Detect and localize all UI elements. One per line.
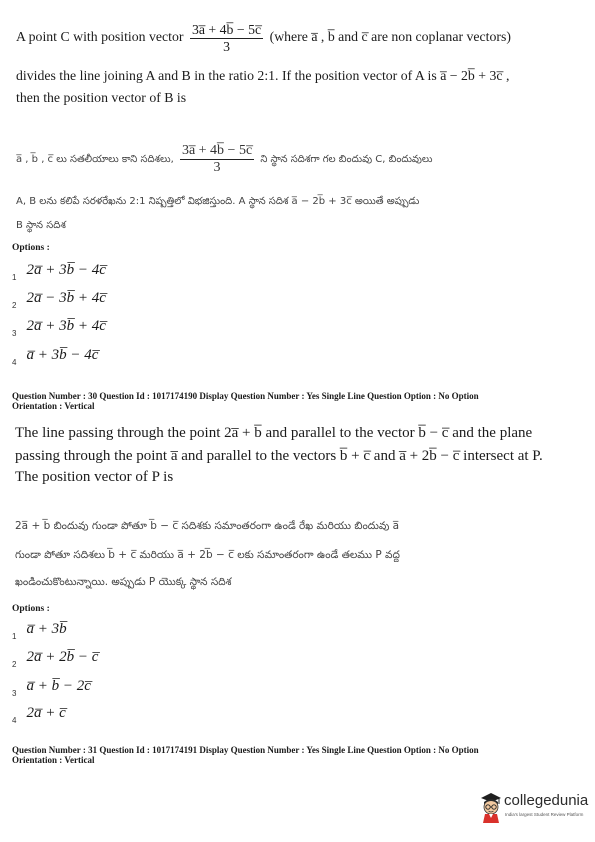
- q29-options-title: Options :: [12, 243, 50, 253]
- q31-meta: [12, 745, 479, 765]
- q30-body: [15, 423, 543, 488]
- option-text: 2a̅ + 3b̅ + 4c̅: [26, 318, 106, 334]
- q29-line1: [16, 22, 511, 54]
- option-text: a̅ + 3b̅: [26, 621, 67, 637]
- q29-option-2[interactable]: [12, 289, 106, 310]
- q31-meta-line1: Question Number : 31 Question Id : 1017174191 Display Question Number : Yes Single Line Question Option : No Option: [12, 745, 479, 755]
- q30-option-2[interactable]: [12, 648, 99, 669]
- option-text: a̅ + b̅ − 2c̅: [26, 678, 91, 694]
- option-number: 2: [12, 301, 17, 310]
- option-number: 3: [12, 689, 17, 698]
- q30-option-4[interactable]: [12, 704, 66, 725]
- option-number: 1: [12, 632, 17, 641]
- q29-fraction-denominator: 3: [223, 39, 230, 54]
- q29-te-text-b: ని స్థాన సదిశగా గల బిందువు C, బిందువులు: [260, 154, 433, 165]
- q30-meta: [12, 391, 479, 411]
- q30-option-1[interactable]: [12, 620, 67, 641]
- q29-text-b: (where a̅ , b̅ and c̅ are non coplanar vectors): [269, 29, 511, 45]
- q30-te-line1: 2a̅ + b̅ బిందువు గుండా పోతూ b̅ − c̅ సదిశకు సమాంతరంగా ఉండే రేఖ మరియు బిందువు a̅: [15, 520, 400, 532]
- option-text: 2a̅ + 3b̅ − 4c̅: [26, 262, 106, 278]
- q30-options-title: Options :: [12, 604, 50, 614]
- option-number: 4: [12, 358, 17, 367]
- option-text: 2a̅ − 3b̅ + 4c̅: [26, 290, 106, 306]
- option-number: 2: [12, 660, 17, 669]
- q29-te-fraction: [180, 143, 254, 175]
- q29-option-3[interactable]: [12, 317, 106, 338]
- q30-te-line2: గుండా పోతూ సదిశలు b̅ + c̅ మరియు a̅ + 2b̅ − c̅ లకు సమాంతరంగా ఉండే తలము P వద్ద: [15, 549, 400, 561]
- option-text: a̅ + 3b̅ − 4c̅: [26, 347, 99, 363]
- q30-meta-line2: Orientation : Vertical: [12, 401, 95, 411]
- q29-te-line2: A, B లను కలిపే సరళరేఖను 2:1 నిష్పత్తిలో విభజిస్తుంది. A స్థాన సదిశ a̅ − 2b̅ + 3c̅ అయితే అప్పుడు: [16, 196, 420, 207]
- q30-line1: The line passing through the point 2a̅ + b̅ and parallel to the vector b̅ − c̅ and the plane: [15, 425, 533, 441]
- q30-line2: passing through the point a̅ and parallel to the vectors b̅ + c̅ and a̅ + 2b̅ − c̅ intersect at P.: [15, 448, 543, 464]
- logo-tagline: India's largest Student Review Platform: [505, 812, 584, 817]
- q29-line2: divides the line joining A and B in the ratio 2:1. If the position vector of A is a̅ − 2b̅ + 3c̅ ,: [16, 68, 510, 83]
- q29-te-line3: B స్థాన సదిశ: [16, 220, 66, 231]
- q30-line3: The position vector of P is: [15, 469, 174, 485]
- collegedunia-logo: [478, 790, 588, 830]
- q29-line3: then the position vector of B is: [16, 90, 187, 105]
- q30-option-3[interactable]: [12, 677, 91, 698]
- q29-te-text-a: a̅ , b̅ , c̅ లు సతలీయాలు కాని సదిశలు,: [16, 154, 174, 165]
- q29-text-a: A point C with position vector: [16, 29, 184, 45]
- option-text: 2a̅ + c̅: [26, 705, 66, 721]
- option-number: 3: [12, 329, 17, 338]
- option-text: 2a̅ + 2b̅ − c̅: [26, 649, 99, 665]
- option-number: 4: [12, 716, 17, 725]
- q30-te-line3: ఖండించుకొంటున్నాయి. అప్పుడు P యొక్క స్థాన సదిశ: [15, 576, 232, 588]
- q29-fraction: [190, 22, 263, 54]
- q29-te-fraction-numerator: 3a̅ + 4b̅ − 5c̅: [181, 143, 253, 158]
- option-number: 1: [12, 273, 17, 282]
- q31-meta-line2: Orientation : Vertical: [12, 755, 95, 765]
- q29-option-4[interactable]: [12, 346, 99, 367]
- q29-te-fraction-denominator: 3: [213, 160, 221, 175]
- q29-option-1[interactable]: [12, 261, 106, 282]
- q30-meta-line1: Question Number : 30 Question Id : 1017174190 Display Question Number : Yes Single Line Question Option : No Option: [12, 391, 479, 401]
- graduate-mascot-icon: [478, 790, 504, 824]
- q29-te-line1: [16, 143, 432, 175]
- q29-fraction-numerator: 3a̅ + 4b̅ − 5c̅: [191, 22, 262, 37]
- logo-wordmark: collegedunia: [504, 792, 589, 809]
